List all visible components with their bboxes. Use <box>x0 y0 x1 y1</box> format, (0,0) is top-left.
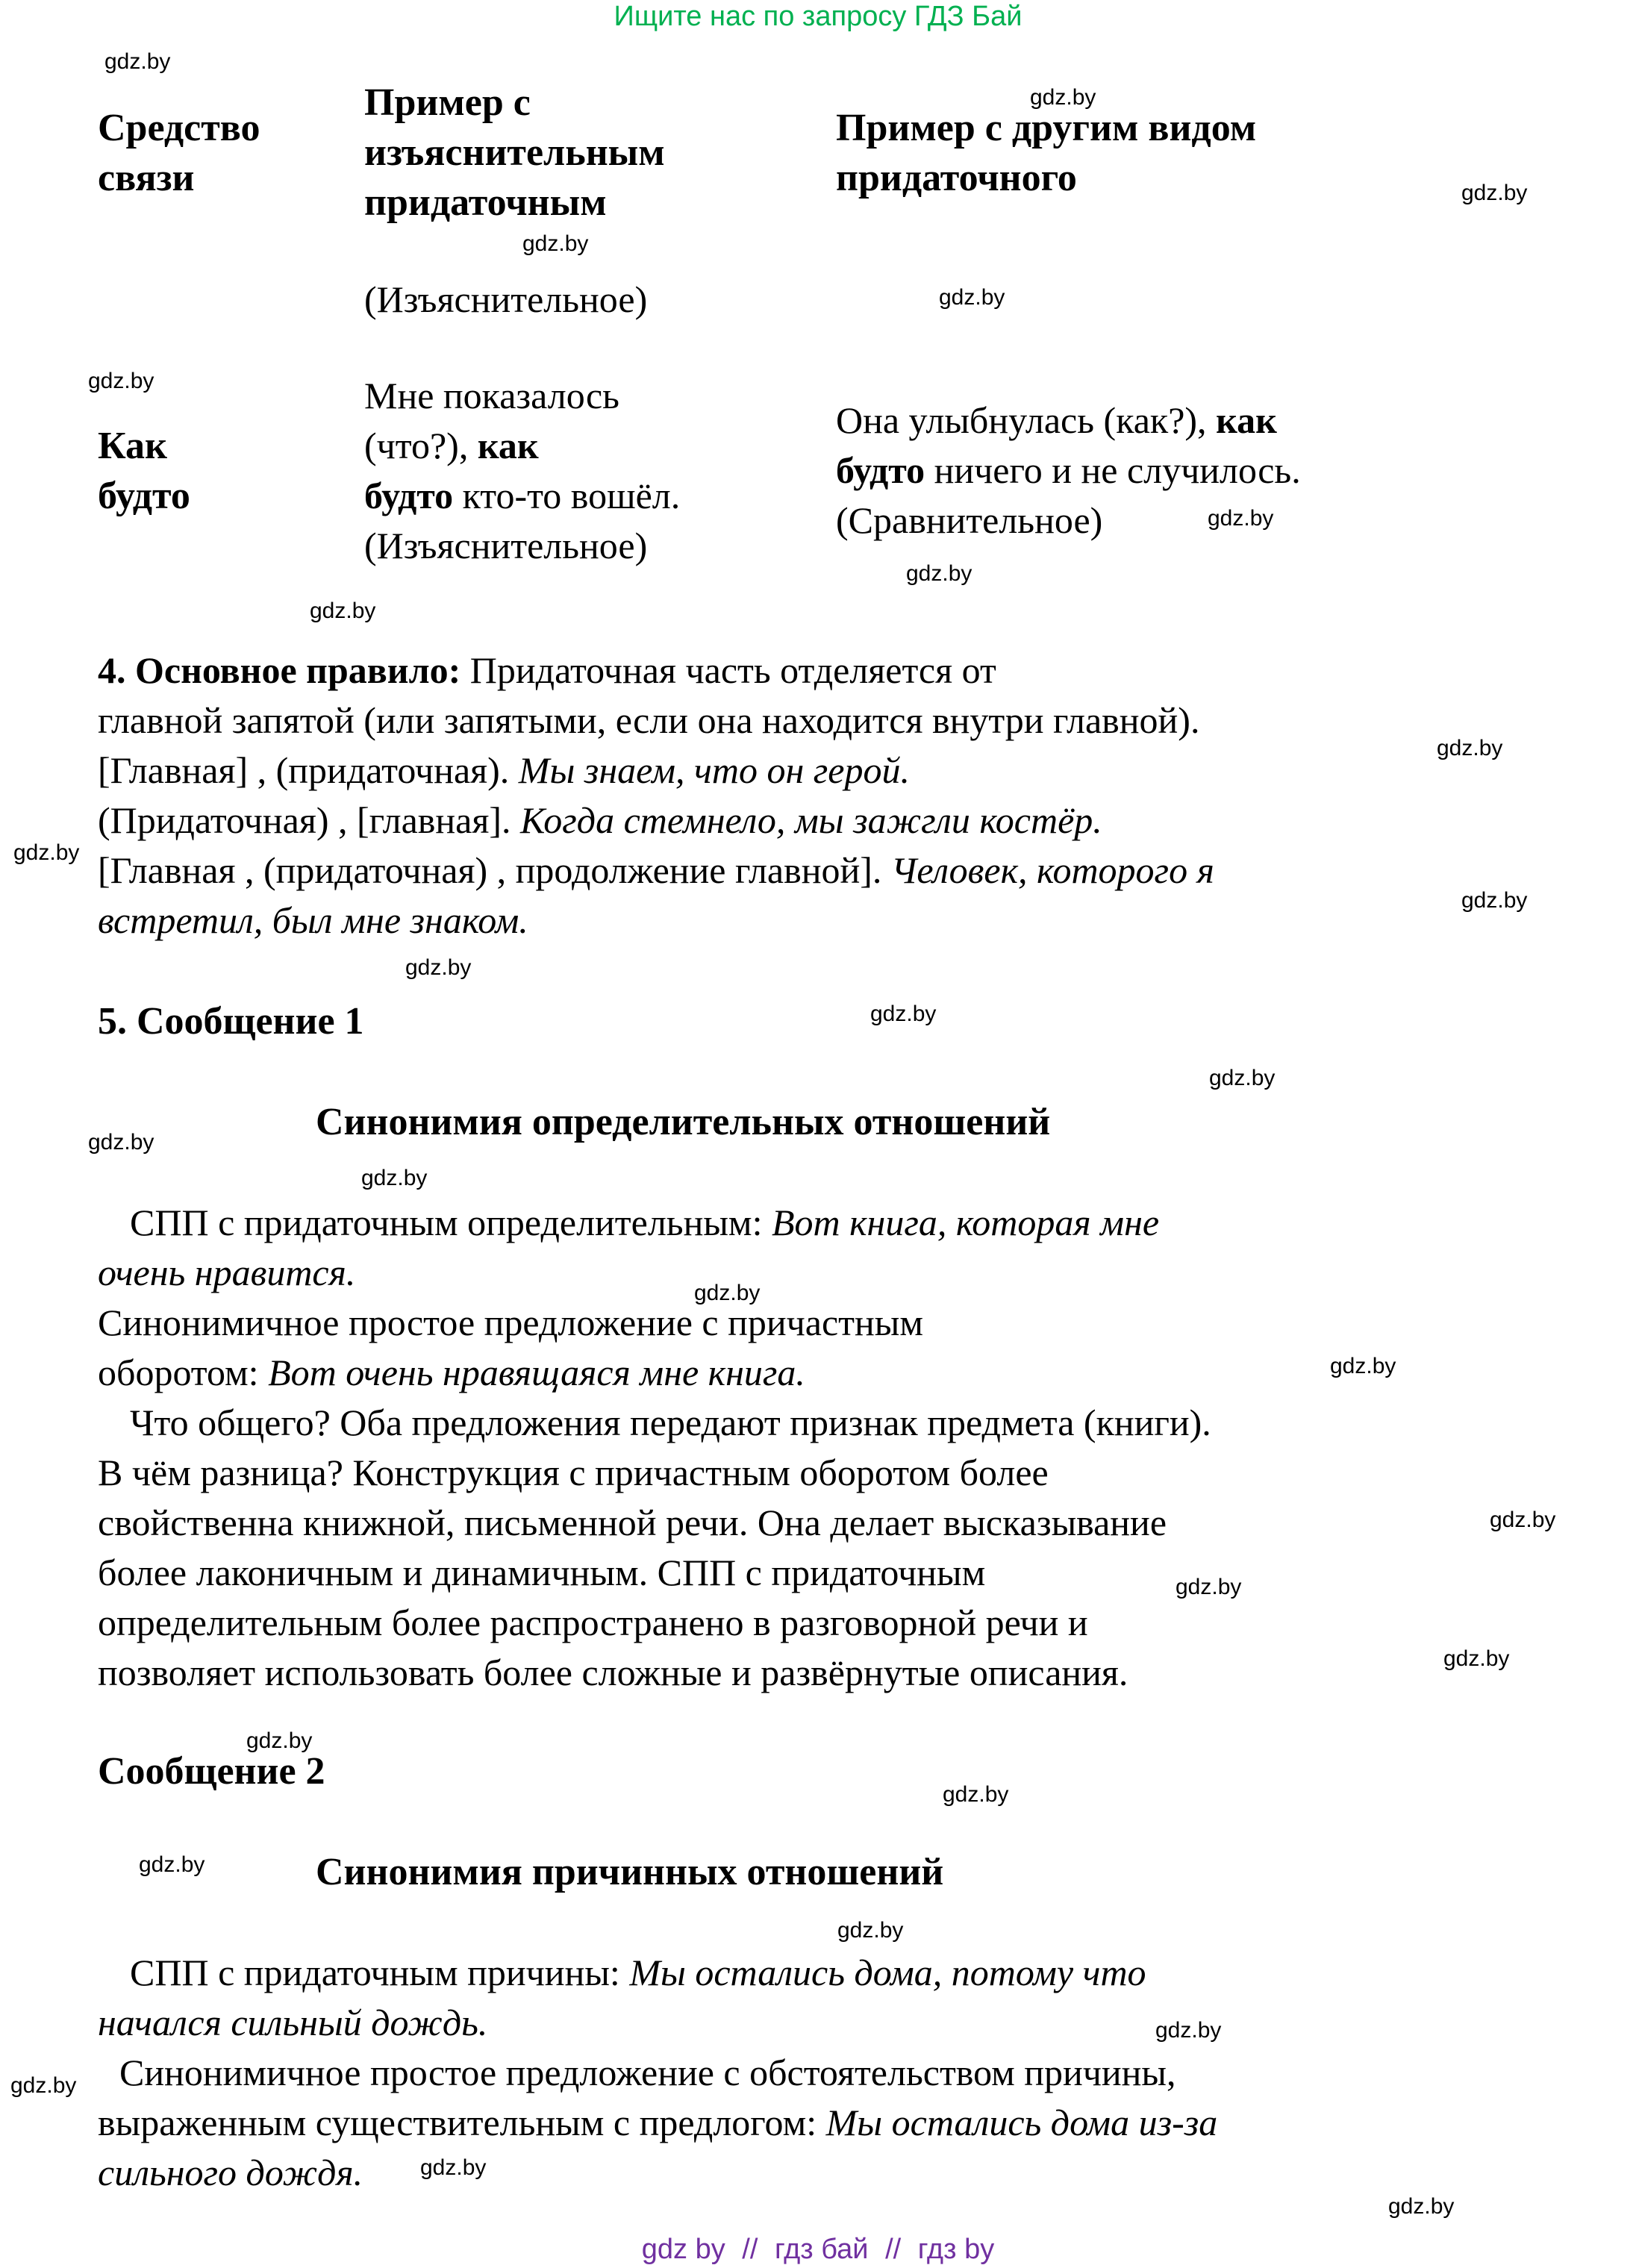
row1-explanatory: (Изъяснительное) <box>364 278 648 320</box>
body-line <box>98 2098 1217 2148</box>
example-text: Она улыбнулась (как?), <box>836 399 1217 441</box>
body-text: СПП с придаточным определительным: <box>130 1202 772 1243</box>
watermark: gdz.by <box>1461 888 1528 913</box>
body-line <box>98 1248 1211 1298</box>
watermark: gdz.by <box>88 369 154 393</box>
body-line: Что общего? Оба предложения передают признак предмета (книги). <box>130 1402 1211 1443</box>
watermark: gdz.by <box>310 599 376 623</box>
watermark: gdz.by <box>943 1782 1009 1807</box>
footer-link-gdz-by-2[interactable]: гдз by <box>917 2234 995 2265</box>
message2-title: Синонимия причинных отношений <box>316 1851 944 1893</box>
row2-explanatory-example <box>364 371 680 571</box>
example-text: кто-то вошёл. <box>453 475 681 516</box>
watermark: gdz.by <box>139 1852 205 1877</box>
body-example: Вот книга, которая мне <box>771 1202 1160 1243</box>
body-text: выраженным существительным с предлогом: <box>98 2102 826 2143</box>
rule-example: Мы знаем, что он герой. <box>518 749 910 791</box>
watermark: gdz.by <box>405 955 472 980</box>
watermark: gdz.by <box>870 1002 937 1026</box>
header-line: придаточным <box>364 181 607 224</box>
watermark: gdz.by <box>13 840 80 865</box>
header-line: Пример с <box>364 81 531 124</box>
watermark: gdz.by <box>1208 506 1274 531</box>
body-example: Мы остались дома, потому что <box>629 1952 1146 1993</box>
rule-line <box>98 646 1214 696</box>
watermark: gdz.by <box>1176 1575 1242 1599</box>
example-text: ничего и не случилось. <box>925 449 1301 491</box>
watermark: gdz.by <box>1388 2194 1455 2219</box>
watermark: gdz.by <box>420 2155 487 2180</box>
body-example: Вот очень нравящаяся мне книга. <box>268 1352 805 1393</box>
body-line: определительным более распространено в разговорной речи и <box>98 1602 1088 1643</box>
rule-line <box>98 796 1214 846</box>
watermark: gdz.by <box>694 1281 761 1305</box>
watermark: gdz.by <box>246 1728 313 1753</box>
body-line: В чём разница? Конструкция с причастным оборотом более <box>98 1452 1049 1493</box>
watermark: gdz.by <box>1209 1066 1276 1090</box>
example-line <box>836 396 1301 446</box>
connector-line: будто <box>98 475 190 517</box>
body-line <box>98 1348 1211 1398</box>
example-line: (Сравнительное) <box>836 499 1103 541</box>
example-bold: как <box>477 425 539 466</box>
watermark: gdz.by <box>1461 181 1528 205</box>
body-line: Синонимичное простое предложение с причастным <box>98 1302 923 1343</box>
body-line <box>98 1998 1217 2048</box>
rule-text: [Главная , (придаточная) , продолжение главной]. <box>98 849 891 891</box>
example-bold: будто <box>836 449 925 491</box>
watermark: gdz.by <box>1490 1508 1556 1532</box>
rule-example: встретил, был мне знаком. <box>98 899 528 941</box>
watermark: gdz.by <box>10 2073 77 2098</box>
body-line <box>98 1198 1211 1248</box>
rule-label: 4. Основное правило: <box>98 649 461 691</box>
message1-heading: 5. Сообщение 1 <box>98 1000 364 1043</box>
example-line <box>364 471 680 521</box>
watermark: gdz.by <box>1155 2018 1222 2043</box>
body-example: сильного дождя. <box>98 2152 363 2193</box>
footer-separator: // <box>742 2234 758 2265</box>
rule-text: Придаточная часть отделяется от <box>460 649 996 691</box>
body-text: оборотом: <box>98 1352 269 1393</box>
example-line <box>836 446 1301 496</box>
body-line <box>98 2148 1217 2198</box>
message2-heading: Сообщение 2 <box>98 1750 325 1793</box>
watermark: gdz.by <box>837 1918 904 1943</box>
rule-line <box>98 846 1214 896</box>
header-line: Средство <box>98 107 260 149</box>
rule-text: [Главная] , (придаточная). <box>98 749 519 791</box>
watermark: gdz.by <box>1437 736 1503 760</box>
watermark: gdz.by <box>1330 1354 1396 1378</box>
body-text: СПП с придаточным причины: <box>130 1952 630 1993</box>
example-line: (Изъяснительное) <box>364 525 648 566</box>
rule-example: Человек, которого я <box>890 849 1214 891</box>
body-example: очень нравится. <box>98 1252 356 1293</box>
bottom-links <box>0 2233 1636 2266</box>
example-text: (что?), <box>364 425 478 466</box>
watermark: gdz.by <box>88 1130 154 1155</box>
footer-link-gdz-bai[interactable]: гдз бай <box>774 2234 869 2265</box>
body-line: свойственна книжной, письменной речи. Она делает высказывание <box>98 1502 1167 1543</box>
rule-line <box>98 896 1214 946</box>
watermark: gdz.by <box>906 561 972 586</box>
body-line: более лаконичным и динамичным. СПП с придаточным <box>98 1552 986 1593</box>
table-header-explanatory <box>364 78 665 228</box>
body-line: Синонимичное простое предложение с обстоятельством причины, <box>119 2052 1176 2093</box>
rule-text: (Придаточная) , [главная]. <box>98 799 520 841</box>
body-example: начался сильный дождь. <box>98 2002 488 2043</box>
body-line: позволяет использовать более сложные и развёрнутые описания. <box>98 1652 1128 1693</box>
example-line: Мне показалось <box>364 375 619 416</box>
example-line <box>364 421 680 471</box>
watermark: gdz.by <box>1030 85 1096 110</box>
example-bold: как <box>1216 399 1277 441</box>
row2-connector <box>98 421 190 521</box>
rule-section <box>98 646 1214 946</box>
footer-link-gdz-by[interactable]: gdz by <box>641 2234 725 2265</box>
header-line: изъяснительным <box>364 131 665 174</box>
watermark: gdz.by <box>939 285 1005 310</box>
body-line <box>98 1948 1217 1998</box>
example-bold: будто <box>364 475 454 516</box>
table-header-other <box>836 103 1256 203</box>
watermark: gdz.by <box>361 1166 428 1190</box>
table-header-connector <box>98 103 260 203</box>
watermark: gdz.by <box>1443 1646 1510 1671</box>
header-line: связи <box>98 157 195 199</box>
rule-line: главной запятой (или запятыми, если она находится внутри главной). <box>98 699 1200 741</box>
watermark: gdz.by <box>522 231 589 256</box>
watermark: gdz.by <box>104 49 171 74</box>
rule-example: Когда стемнело, мы зажгли костёр. <box>519 799 1102 841</box>
rule-line <box>98 746 1214 796</box>
footer-separator: // <box>885 2234 902 2265</box>
message1-title: Синонимия определительных отношений <box>316 1101 1051 1143</box>
header-line: придаточного <box>836 157 1077 199</box>
connector-line: Как <box>98 425 167 467</box>
header-line: Пример с другим видом <box>836 107 1257 149</box>
message1-body <box>98 1198 1211 1698</box>
message2-body <box>98 1948 1217 2198</box>
top-search-link[interactable]: Ищите нас по запросу ГДЗ Бай <box>614 1 1022 32</box>
body-example: Мы остались дома из-за <box>825 2102 1218 2143</box>
